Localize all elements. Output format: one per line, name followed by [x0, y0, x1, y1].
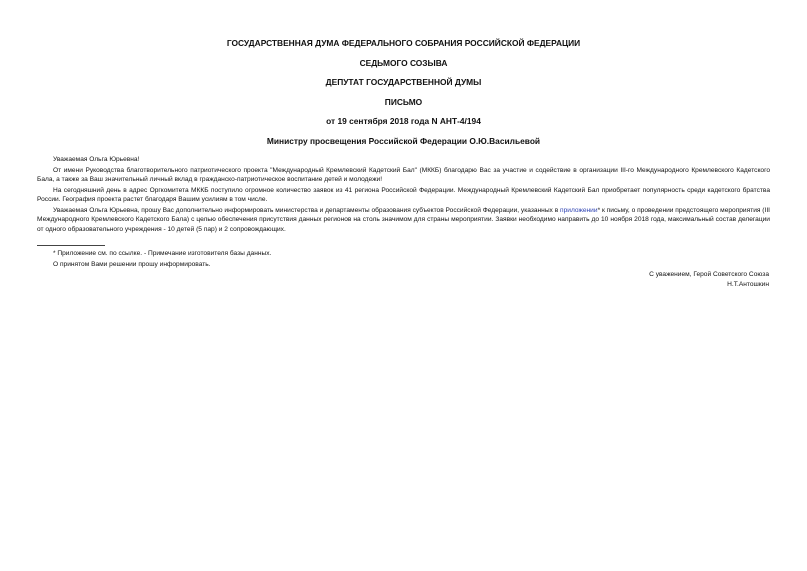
paragraph-request	[37, 206, 770, 235]
letter-body	[37, 155, 770, 234]
footnote: * Приложение см. по ссылке. - Примечание изготовителя базы данных.	[53, 250, 272, 257]
paragraph-applications: На сегодняшний день в адрес Оргкомитета МККБ поступило огромное количество заявок из 41 региона Российской Федерации. Международный Кремлевский Кадетский Бал приобретает популярность среди кадетского братства России. География проекта растет благодаря Вашим усилиям в том числе.	[37, 186, 770, 203]
header-doc-type: ПИСЬМО	[384, 97, 423, 107]
header-addressee: Министру просвещения Российской Федерации О.Ю.Васильевой	[266, 136, 541, 146]
header-convocation: СЕДЬМОГО СОЗЫВА	[359, 58, 448, 68]
header-organization: ГОСУДАРСТВЕННАЯ ДУМА ФЕДЕРАЛЬНОГО СОБРАНИЯ РОССИЙСКОЙ ФЕДЕРАЦИИ	[226, 38, 581, 48]
paragraph-gratitude: От имени Руководства благотворительного патриотического проекта "Международный Кремлевский Кадетский Бал" (МККБ) благодарю Вас за участие и содействие в организации III-го Международного Кремлевского Кадетского Бала, а также за Ваш значительный личный вклад в гражданско-патриотическое воспитание детей и молодежи!	[37, 166, 770, 183]
paragraph-request-start: Уважаемая Ольга Юрьевна, прошу Вас дополнительно информировать министерства и департаменты образования субъектов Российской Федерации, указанных в	[53, 206, 561, 214]
signature-name: Н.Т.Антошкин	[727, 281, 769, 288]
paragraph-request-end: * к письму, о проведении предстоящего мероприятия (III Международного Кремлевского Кадетского Бала) с целью обеспечения присутствия данных регионов на столь значимом для страны мероприятии. Заявки необходимо направить до 10 ноября 2018 года, максимальный состав делегации от одного образовательного учреждения - 10 детей (5 пар) и 2 сопровождающих.	[37, 206, 770, 233]
header-deputy: ДЕПУТАТ ГОСУДАРСТВЕННОЙ ДУМЫ	[325, 77, 482, 87]
greeting: Уважаемая Ольга Юрьевна!	[53, 156, 140, 163]
footnote-separator	[37, 245, 105, 246]
header-doc-date-number: от 19 сентября 2018 года N АНТ-4/194	[326, 116, 481, 126]
signature-title: С уважением, Герой Советского Союза	[649, 271, 769, 278]
closing-request: О принятом Вами решении прошу информировать.	[53, 261, 211, 268]
appendix-link[interactable]: приложении	[560, 206, 598, 214]
